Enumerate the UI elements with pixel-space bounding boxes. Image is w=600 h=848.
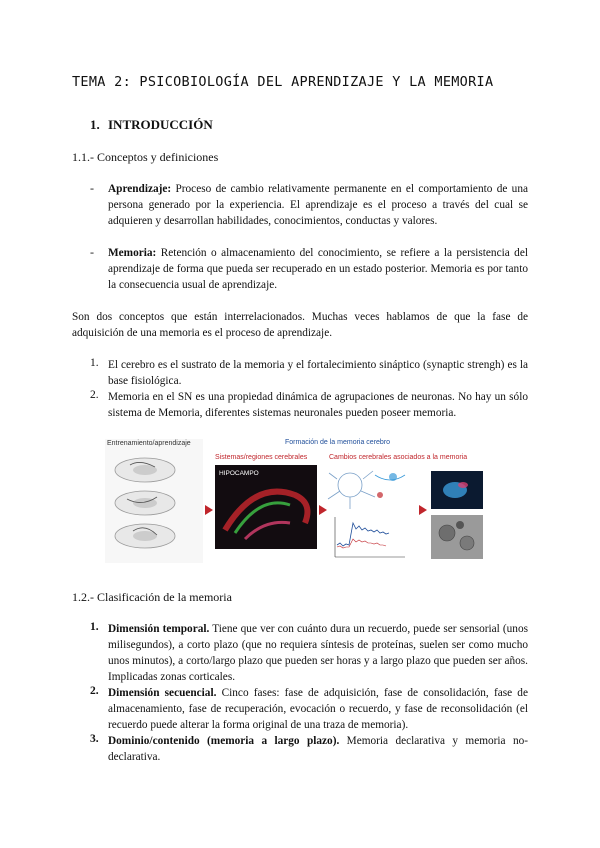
list-number: 1.: [90, 621, 99, 633]
text-dimension-secuencial: Cinco fases: fase de adquisición, fase de consolidación, fase de almacenamiento, fase de recuperación, evocación o recuerdo, y fase de reconsolidación (el recuerdo puede alterar la forma original de una traza de memoria).: [108, 687, 528, 731]
label-formacion: Formación de la memoria cerebro: [285, 439, 391, 446]
label-cambios: Cambios cerebrales asociados a la memoria: [329, 454, 468, 461]
document-title: TEMA 2: PSICOBIOLOGÍA DEL APRENDIZAJE Y LA MEMORIA: [72, 74, 494, 90]
hippocampus-image: [215, 465, 317, 549]
list-item-dominio-contenido: [108, 733, 528, 765]
section-label: INTRODUCCIÓN: [108, 117, 213, 132]
list-item-dimension-temporal: [108, 621, 528, 685]
text-dominio-contenido: Memoria declarativa y memoria no-declarativa.: [108, 735, 529, 763]
figure-graphic: [105, 435, 495, 565]
term-dimension-temporal: Dimensión temporal.: [108, 623, 210, 635]
electron-micrograph-image: [431, 515, 483, 559]
bullet-dash: -: [90, 245, 94, 259]
section-number: 1.: [90, 117, 100, 132]
definition-memoria: Retención o almacenamiento del conocimiento, se refiere a la persistencia del aprendizaje de forma que pueda ser recuperado en un estado posterior. Memoria es por tanto la consecuencia usual de aprendizaje.: [108, 247, 528, 291]
list-number: 1.: [90, 357, 99, 369]
list-item-memoria-sn: Memoria en el SN es una propiedad dinámica de agrupaciones de neuronas. No hay un sólo sistema de Memoria, diferentes sistemas neuronales pueden poseer memoria.: [108, 391, 528, 419]
list-number: 2.: [90, 685, 99, 697]
intro-paragraph: Son dos conceptos que están interrelacionados. Muchas veces hablamos de que la fase de adquisición de una memoria es el proceso de aprendizaje.: [72, 311, 528, 339]
list-number: 3.: [90, 733, 99, 745]
arrow-icon: [319, 505, 327, 515]
term-dominio-contenido: Dominio/contenido (memoria a largo plazo).: [108, 735, 340, 747]
list-number: 2.: [90, 389, 99, 401]
term-memoria: Memoria:: [108, 247, 157, 259]
ltp-plot: [335, 517, 405, 557]
arrow-icon: [419, 505, 427, 515]
label-sistemas: Sistemas/regiones cerebrales: [215, 454, 308, 461]
term-aprendizaje: Aprendizaje:: [108, 183, 172, 195]
maze-icon: [115, 458, 175, 548]
subsection-heading-conceptos: 1.1.- Conceptos y definiciones: [72, 150, 219, 164]
bullet-aprendizaje: [108, 181, 528, 229]
memory-formation-figure: [105, 435, 495, 565]
term-dimension-secuencial: Dimensión secuencial.: [108, 687, 217, 699]
subsection-heading-clasificacion: 1.2.- Clasificación de la memoria: [72, 590, 232, 604]
list-item-cerebro: El cerebro es el sustrato de la memoria y el fortalecimiento sináptico (synaptic strengh) es la base fisiológica.: [108, 359, 528, 387]
arrow-icon: [205, 505, 213, 515]
text-dimension-temporal: Tiene que ver con cuánto dura un recuerdo, puede ser sensorial (unos milisegundos), a corto plazo (que no requiera síntesis de proteínas, suelen ser como mucho unos minutos), a corto/largo plazo que pueden ser horas y a largo plazo que pueden ser años. Implicadas zonas corticales.: [108, 623, 528, 683]
label-hipocampo: HIPOCAMPO: [219, 470, 259, 477]
section-heading-introduccion: [90, 117, 213, 133]
bullet-dash: -: [90, 181, 94, 195]
label-entrenamiento: Entrenamiento/aprendizaje: [107, 440, 191, 447]
neuron-diagram: [328, 471, 405, 509]
list-item-dimension-secuencial: [108, 685, 528, 733]
bullet-memoria: [108, 245, 528, 293]
definition-aprendizaje: Proceso de cambio relativamente permanente en el comportamiento de una persona generado por la experiencia. El aprendizaje es el proceso a través del cual se adquieren y desarrollan habilidades, conocimientos, conductas y valores.: [108, 183, 528, 227]
